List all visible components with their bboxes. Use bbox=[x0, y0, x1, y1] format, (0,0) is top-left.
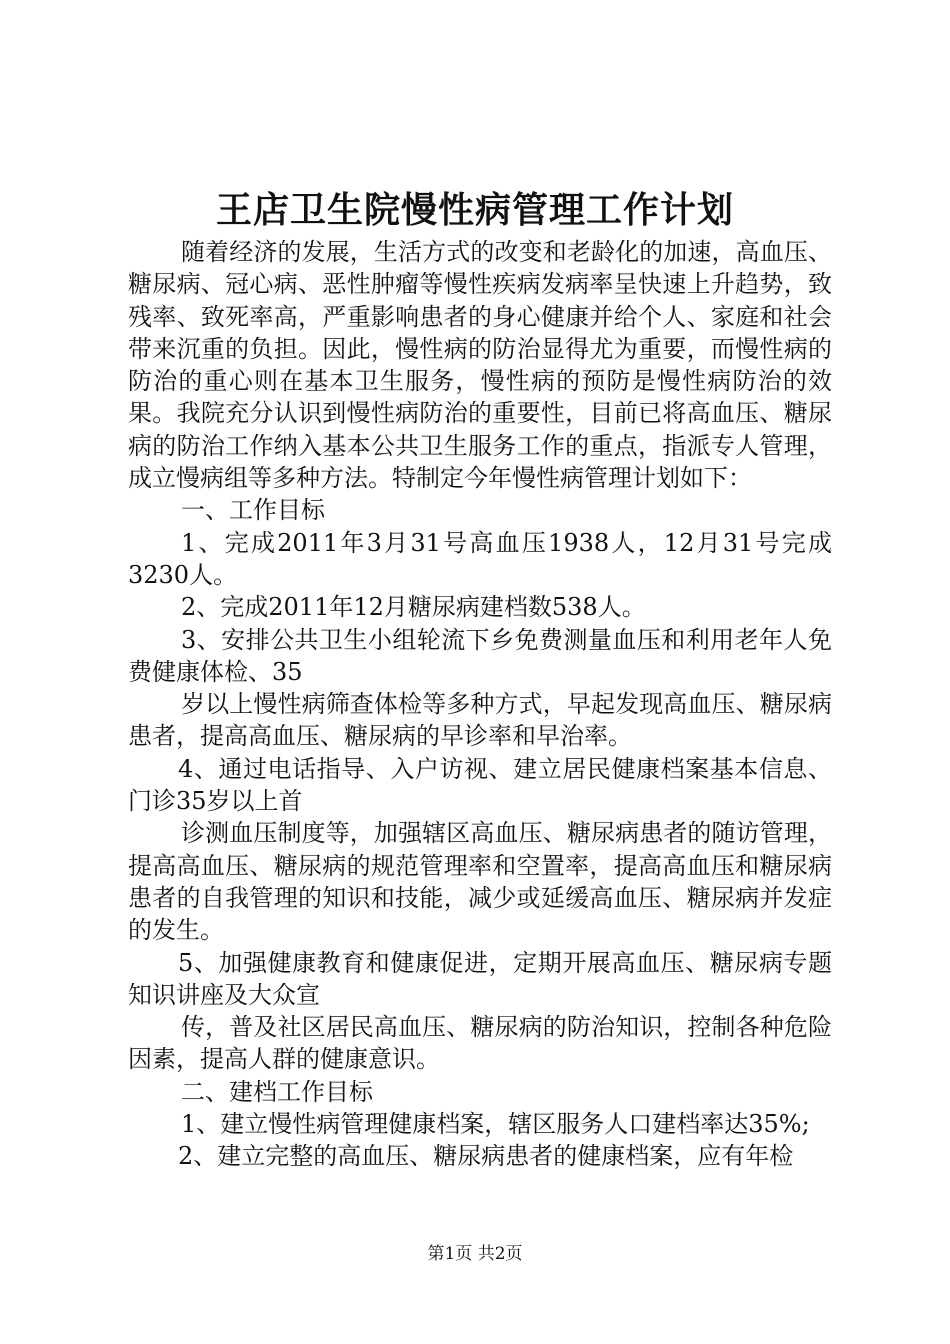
document-title: 王店卫生院慢性病管理工作计划 bbox=[215, 189, 734, 231]
paragraph-goal-2: 2、完成2011年12月糖尿病建档数538人。 bbox=[181, 593, 646, 622]
paragraph-goal-3-cont: 岁以上慢性病筛查体检等多种方式，早起发现高血压、糖尿病患者，提高高血压、糖尿病的早诊率和早治率。 bbox=[128, 690, 832, 751]
paragraph-archive-2: 2、建立完整的高血压、糖尿病患者的健康档案，应有年检 bbox=[178, 1142, 794, 1171]
paragraph-goal-3: 3、安排公共卫生小组轮流下乡免费测量血压和利用老年人免费健康体检、35 bbox=[128, 625, 832, 686]
paragraph-goal-4-cont: 诊测血压制度等，加强辖区高血压、糖尿病患者的随访管理，提高高血压、糖尿病的规范管理率和空置率，提高高血压和糖尿病患者的自我管理的知识和技能，减少或延缓高血压、糖尿病并发症的发生。 bbox=[128, 819, 832, 945]
paragraph-goal-4: 4、通过电话指导、入户访视、建立居民健康档案基本信息、门诊35岁以上首 bbox=[128, 754, 832, 816]
paragraph-goal-5: 5、加强健康教育和健康促进，定期开展高血压、糖尿病专题知识讲座及大众宣 bbox=[128, 948, 832, 1009]
paragraph-intro: 随着经济的发展，生活方式的改变和老龄化的加速，高血压、糖尿病、冠心病、恶性肿瘤等慢性疾病发病率呈快速上升趋势，致残率、致死率高，严重影响患者的身心健康并给个人、家庭和社会带来沉重的负担。因此，慢性病的防治显得尤为重要，而慢性病的防治的重心则在基本卫生服务，慢性病的预防是慢性病防治的效果。我院充分认识到慢性病防治的重要性，目前已将高血压、糖尿病的防治工作纳入基本公共卫生服务工作的重点，指派专人管理，成立慢病组等多种方法。特制定今年慢性病管理计划如下： bbox=[128, 238, 832, 493]
document-body bbox=[128, 236, 832, 1173]
section-heading-work-goals: 一、工作目标 bbox=[181, 496, 325, 525]
paragraph-archive-1: 1、建立慢性病管理健康档案，辖区服务人口建档率达35%; bbox=[181, 1110, 810, 1139]
paragraph-goal-5-cont: 传，普及社区居民高血压、糖尿病的防治知识，控制各种危险因素，提高人群的健康意识。 bbox=[128, 1013, 832, 1074]
page-footer: 第1页 共2页 bbox=[427, 1244, 523, 1264]
paragraph-goal-1: 1、完成2011年3月31号高血压1938人，12月31号完成3230人。 bbox=[128, 528, 832, 589]
section-heading-archive-goals: 二、建档工作目标 bbox=[181, 1077, 373, 1106]
